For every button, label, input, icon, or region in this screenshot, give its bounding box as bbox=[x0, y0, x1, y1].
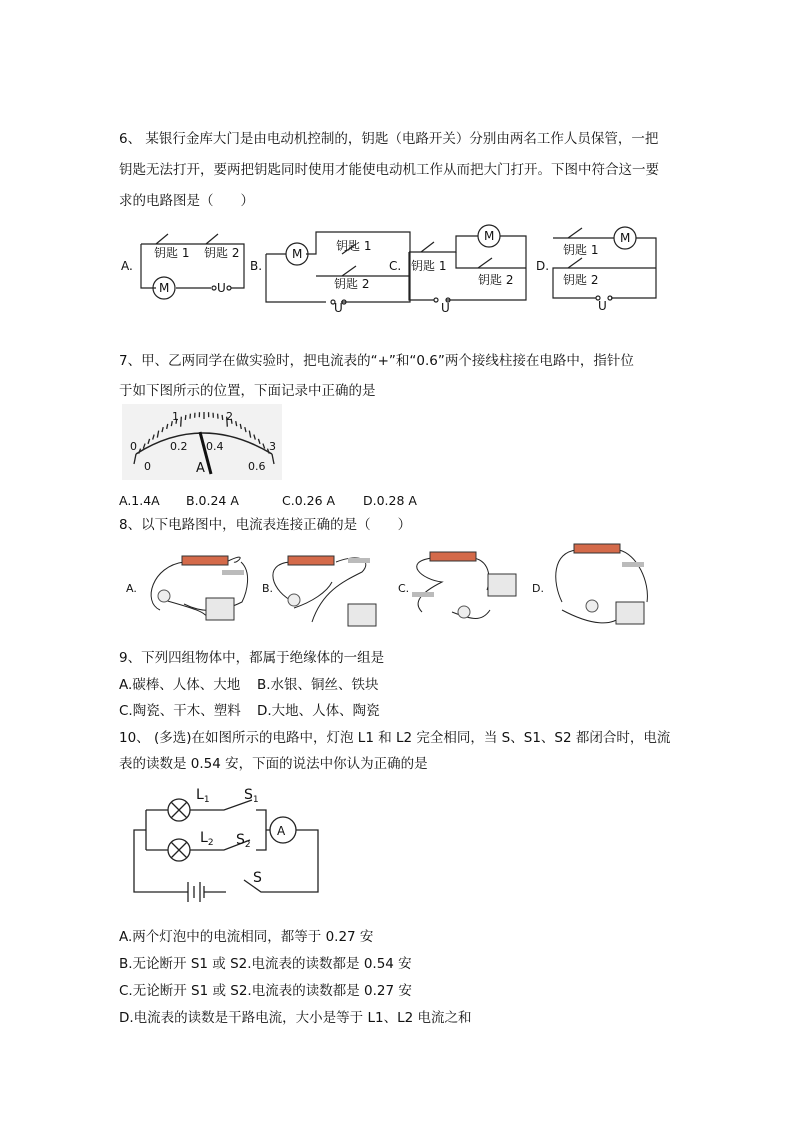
q8-label-d: D. bbox=[532, 582, 544, 595]
q10-s2-label: S bbox=[236, 832, 245, 848]
ammeter-dial bbox=[122, 404, 282, 480]
dial-tick bbox=[236, 421, 237, 426]
svg-text:L2 bbox=[200, 830, 214, 848]
q6-circuit-options bbox=[116, 222, 676, 312]
q6-c-source: U bbox=[441, 301, 450, 312]
dial-tick bbox=[185, 415, 186, 420]
q10-option-b: B.无论断开 S1 或 S2.电流表的读数都是 0.54 安 bbox=[119, 956, 412, 972]
q6-d-motor: M bbox=[620, 231, 631, 245]
svg-text:S1 bbox=[244, 787, 259, 805]
dial-bottom-0: 0 bbox=[144, 460, 151, 473]
dial-tick bbox=[222, 415, 223, 420]
svg-text:L1 bbox=[196, 787, 210, 805]
dial-top-2: 2 bbox=[226, 410, 233, 423]
q6-c-motor: M bbox=[484, 229, 495, 243]
q6-d-source: U bbox=[598, 299, 607, 312]
q7-line2: 于如下图所示的位置，下面记录中正确的是 bbox=[119, 383, 376, 399]
dial-bottom-04: 0.4 bbox=[206, 440, 224, 453]
q6-label-d: D. bbox=[536, 259, 550, 273]
q7-line1: 7、甲、乙两同学在做实验时，把电流表的“+”和“0.6”两个接线柱接在电路中，指针位 bbox=[119, 353, 634, 369]
q10-circuit bbox=[126, 780, 326, 910]
q10-l1-label: L bbox=[196, 787, 204, 803]
q6-label-a: A. bbox=[121, 259, 133, 273]
q10-option-c: C.无论断开 S1 或 S2.电流表的读数都是 0.27 安 bbox=[119, 983, 412, 999]
q7-option-d: D.0.28 A bbox=[363, 493, 417, 508]
q6-line1: 6、 某银行金库大门是由电动机控制的，钥匙（电路开关）分别由两名工作人员保管，一把 bbox=[119, 131, 659, 147]
q6-label-b: B. bbox=[250, 259, 263, 273]
q6-b-key2: 钥匙 2 bbox=[334, 277, 370, 291]
dial-top-1: 1 bbox=[172, 410, 179, 423]
q8-circuit-pictures bbox=[122, 542, 662, 634]
q6-c-key1: 钥匙 1 bbox=[411, 259, 447, 273]
dial-unit: A bbox=[196, 461, 205, 476]
q6-a-source: U bbox=[217, 281, 226, 295]
q10-option-a: A.两个灯泡中的电流相同，都等于 0.27 安 bbox=[119, 929, 374, 945]
q8-label-b: B. bbox=[262, 582, 274, 595]
q9-option-c: C.陶瓷、干木、塑料 bbox=[119, 703, 241, 719]
dial-bottom-06: 0.6 bbox=[248, 460, 266, 473]
q6-d-key1: 钥匙 1 bbox=[563, 243, 599, 257]
q8-label-a: A. bbox=[126, 582, 137, 595]
q10-option-d: D.电流表的读数是干路电流，大小是等于 L1、L2 电流之和 bbox=[119, 1010, 472, 1026]
q7-option-b: B.0.24 A bbox=[186, 493, 239, 508]
q6-line3: 求的电路图是（ ） bbox=[119, 193, 254, 209]
dial-tick bbox=[181, 417, 182, 427]
dial-top-3: 3 bbox=[269, 440, 276, 453]
q6-c-key2: 钥匙 2 bbox=[478, 273, 514, 287]
q9-option-d: D.大地、人体、陶瓷 bbox=[257, 703, 380, 719]
q6-b-source: U bbox=[334, 301, 343, 312]
dial-bottom-02: 0.2 bbox=[170, 440, 188, 453]
q9-option-b: B.水银、铜丝、铁块 bbox=[257, 677, 379, 693]
q8-label-c: C. bbox=[398, 582, 410, 595]
q6-label-c: C. bbox=[389, 259, 402, 273]
q10-l2-label: L bbox=[200, 830, 208, 846]
dial-top-0: 0 bbox=[130, 440, 137, 453]
q10-l1-sub: 1 bbox=[203, 795, 210, 805]
q6-b-motor: M bbox=[292, 247, 303, 261]
q10-s1-sub: 1 bbox=[252, 795, 259, 805]
q6-line2: 钥匙无法打开，要两把钥匙同时使用才能使电动机工作从而把大门打开。下图中符合这一要 bbox=[119, 162, 659, 178]
q10-l2-sub: 2 bbox=[207, 838, 214, 848]
svg-text:S2 bbox=[236, 832, 251, 850]
q8-line1: 8、以下电路图中，电流表连接正确的是（ ） bbox=[119, 517, 412, 533]
q6-a-key2: 钥匙 2 bbox=[204, 246, 240, 260]
q6-a-motor: M bbox=[159, 281, 170, 295]
q6-b-key1: 钥匙 1 bbox=[336, 239, 372, 253]
q10-s-label: S bbox=[253, 870, 262, 886]
q10-s2-sub: 2 bbox=[244, 840, 251, 850]
q9-option-a: A.碳棒、人体、大地 bbox=[119, 677, 241, 693]
q7-option-c: C.0.26 A bbox=[282, 493, 336, 508]
q7-option-a: A.1.4A bbox=[119, 493, 160, 508]
q10-s1-label: S bbox=[244, 787, 253, 803]
q10-line1: 10、 (多选)在如图所示的电路中，灯泡 L1 和 L2 完全相同，当 S、S1、S2 都闭合时，电流 bbox=[119, 730, 671, 746]
q6-a-key1: 钥匙 1 bbox=[154, 246, 190, 260]
q10-line2: 表的读数是 0.54 安，下面的说法中你认为正确的是 bbox=[119, 756, 428, 772]
q9-line1: 9、下列四组物体中，都属于绝缘体的一组是 bbox=[119, 650, 385, 666]
q10-ammeter-label: A bbox=[277, 824, 286, 838]
q6-d-key2: 钥匙 2 bbox=[563, 273, 599, 287]
